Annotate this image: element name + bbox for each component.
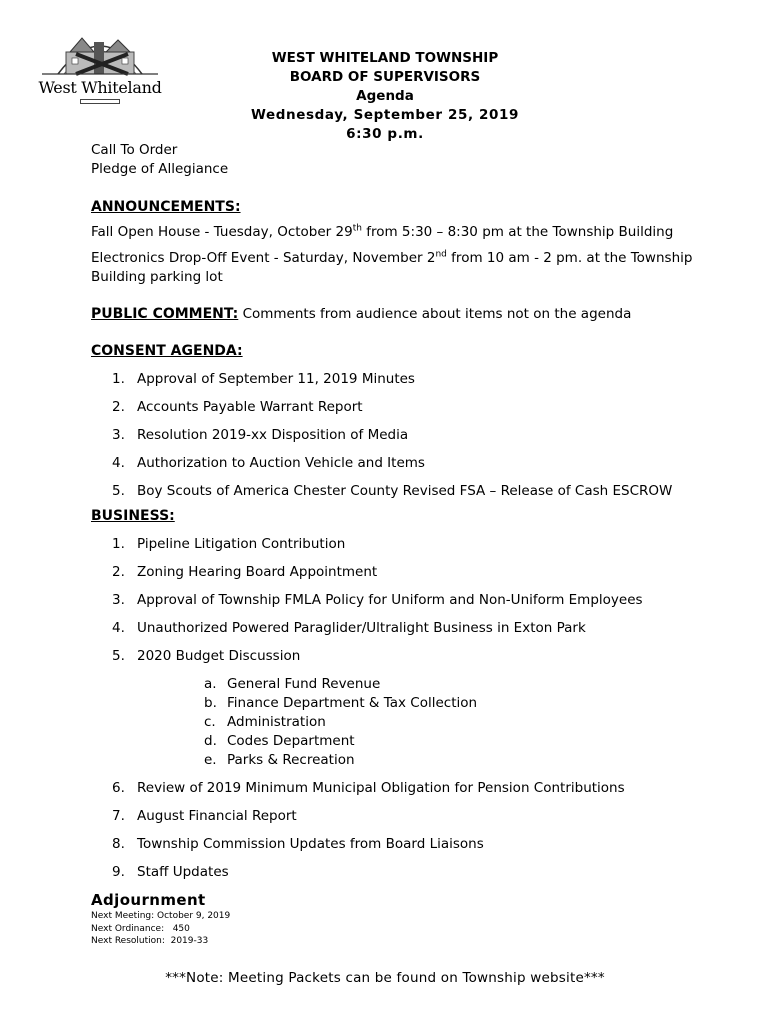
logo-wordmark: West Whiteland xyxy=(38,78,162,97)
next-ordinance: Next Ordinance: 450 xyxy=(91,923,190,934)
list-item: 5. 2020 Budget Discussion a. General Fund Revenue b. Finance Department & Tax Collection c. Administration d. Codes Department e. Parks & Recreation xyxy=(91,647,691,770)
list-item: 4. Authorization to Auction Vehicle and Items xyxy=(112,455,425,471)
list-item: 1. Pipeline Litigation Contribution xyxy=(112,536,346,552)
business-list xyxy=(91,535,691,882)
list-item: 9. Staff Updates xyxy=(112,864,229,880)
announcements-heading: ANNOUNCEMENTS: xyxy=(91,199,241,215)
announcement-open-house: Fall Open House - Tuesday, October 29th from 5:30 – 8:30 pm at the Township Building xyxy=(91,223,674,240)
public-comment xyxy=(91,305,691,324)
agenda-header xyxy=(180,49,590,144)
public-comment-text: Comments from audience about items not on the agenda xyxy=(238,306,632,322)
sub-list-item: b. Finance Department & Tax Collection xyxy=(204,695,478,711)
list-item: 2. Zoning Hearing Board Appointment xyxy=(112,564,378,580)
consent-agenda-heading: CONSENT AGENDA: xyxy=(91,343,243,359)
agenda-body xyxy=(91,141,691,948)
list-item: 3. Approval of Township FMLA Policy for Uniform and Non-Uniform Employees xyxy=(112,592,643,608)
list-item: 5. Boy Scouts of America Chester County Revised FSA – Release of Cash ESCROW xyxy=(112,483,673,499)
business-heading: BUSINESS: xyxy=(91,508,175,524)
announcement-electronics-dropoff: Electronics Drop-Off Event - Saturday, November 2nd from 10 am - 2 pm. at the Township Building parking lot xyxy=(91,249,693,285)
board-name: BOARD OF SUPERVISORS xyxy=(289,69,481,85)
list-item: 1. Approval of September 11, 2019 Minutes xyxy=(112,371,415,387)
meeting-date: Wednesday, September 25, 2019 xyxy=(251,107,519,123)
list-item: 4. Unauthorized Powered Paraglider/Ultralight Business in Exton Park xyxy=(112,620,586,636)
call-to-order: Call To Order xyxy=(91,142,178,158)
next-meeting: Next Meeting: October 9, 2019 xyxy=(91,911,231,921)
meeting-time: 6:30 p.m. xyxy=(346,126,424,142)
adjournment-heading: Adjournment xyxy=(91,891,206,909)
list-item: 2. Accounts Payable Warrant Report xyxy=(112,399,363,415)
township-name: WEST WHITELAND TOWNSHIP xyxy=(271,50,499,66)
sub-list-item: e. Parks & Recreation xyxy=(204,752,355,768)
logo-band xyxy=(80,99,120,104)
pledge-of-allegiance: Pledge of Allegiance xyxy=(91,161,229,177)
sub-list-item: d. Codes Department xyxy=(204,733,355,749)
list-item: 3. Resolution 2019-xx Disposition of Media xyxy=(112,427,409,443)
budget-discussion-sublist xyxy=(137,675,691,770)
list-item: 8. Township Commission Updates from Board Liaisons xyxy=(112,836,484,852)
township-seal-icon xyxy=(36,24,164,84)
next-resolution: Next Resolution: 2019-33 xyxy=(91,936,209,946)
sub-list-item: a. General Fund Revenue xyxy=(204,676,381,692)
document-title: Agenda xyxy=(356,88,414,104)
sub-list-item: c. Administration xyxy=(204,714,326,730)
township-logo xyxy=(36,24,164,108)
meeting-packets-note: ***Note: Meeting Packets can be found on Township website*** xyxy=(165,970,605,986)
list-item: 7. August Financial Report xyxy=(112,808,297,824)
list-item: 6. Review of 2019 Minimum Municipal Obligation for Pension Contributions xyxy=(112,780,625,796)
public-comment-heading: PUBLIC COMMENT: xyxy=(91,306,239,322)
consent-agenda-list xyxy=(91,370,691,501)
